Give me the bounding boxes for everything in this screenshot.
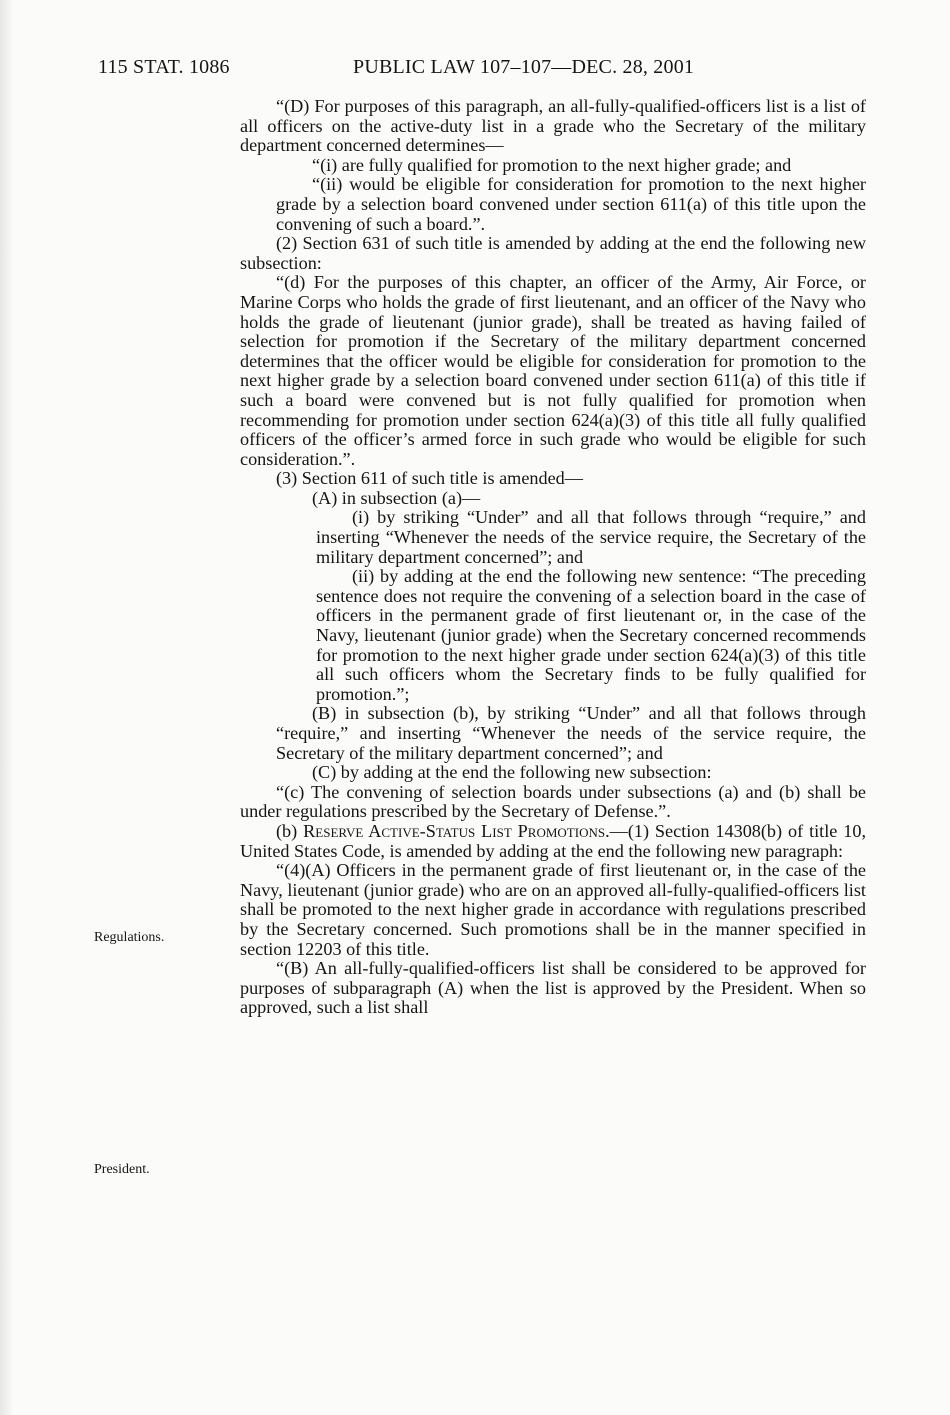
subsection-c-regulations: “(c) The convening of selection boards under subsections (a) and (b) shall be under regulations prescribed by the Secretary of Defense.”.	[240, 781, 866, 822]
subparagraph-c-new-subsection: (C) by adding at the end the following new subsection:	[312, 762, 712, 783]
paragraph-d-definition: “(D) For purposes of this paragraph, an all-fully-qualified-officers list is a list of all officers on the active-duty list in a grade who the Secretary of the military department concerned determines—	[240, 96, 866, 156]
paragraph-4a-officers: “(4)(A) Officers in the permanent grade of first lieutenant or, in the case of the Navy, lieutenant (junior grade) who are on an approved all-fully-qualified-officers list shall be promoted to the next higher grade in accordance with regulations prescribed by the Secretary concerned. Such promotions shall be in the manner specified in section 12203 of this title.	[240, 860, 866, 959]
subsection-d-failed-selection: “(d) For the purposes of this chapter, an officer of the Army, Air Force, or Marine Corps who holds the grade of first lieutenant, and an officer of the Navy who holds the grade of lieutenant (junior grade), shall be treated as having failed of selection for promotion if the Secretary of the military department concerned determines that the officer would be eligible for consideration for promotion to the next higher grade by a selection board convened under section 611(a) of this title if such a board were convened but is not fully qualified for promotion when recommending for promotion under section 624(a)(3) of this title all fully qualified officers of the officer’s armed force in such grade who would be eligible for such consideration.”.	[240, 272, 866, 469]
subsection-b-reserve-promotions	[240, 822, 866, 861]
subsection-b-heading: Reserve Active-Status List Promotions	[303, 820, 606, 841]
page-spine-shadow	[0, 0, 14, 1415]
clause-i-fully-qualified: “(i) are fully qualified for promotion to the next higher grade; and	[312, 154, 792, 175]
public-law-title: PUBLIC LAW 107–107—DEC. 28, 2001	[353, 56, 695, 78]
page-header	[98, 56, 878, 86]
subsection-b-text: .—(1) Section 14308(b) of title 10, United States Code, is amended by adding at the end the following new paragraph:	[240, 820, 867, 861]
paragraph-4b-approval: “(B) An all-fully-qualified-officers list shall be considered to be approved for purposes of subparagraph (A) when the list is approved by the President. When so approved, such a list shall	[240, 958, 866, 1018]
statute-body	[240, 97, 866, 1018]
margin-note-president: President.	[94, 1162, 150, 1177]
margin-note-regulations: Regulations.	[94, 930, 165, 945]
subsection-b-label: (b)	[276, 820, 298, 841]
statute-page-reference: 115 STAT. 1086	[98, 56, 230, 78]
paragraph-2-section-631: (2) Section 631 of such title is amended by adding at the end the following new subsection:	[240, 233, 866, 273]
clause-i-striking-under: (i) by striking “Under” and all that follows through “require,” and inserting “Whenever the needs of the service require, the Secretary of the military department concerned”; and	[316, 507, 866, 567]
clause-ii-eligible: “(ii) would be eligible for consideration for promotion to the next higher grade by a selection board convened under section 611(a) of this title upon the convening of such a board.”.	[276, 174, 866, 234]
paragraph-3-section-611: (3) Section 611 of such title is amended—	[276, 468, 583, 489]
subparagraph-a-subsection-a: (A) in subsection (a)—	[312, 487, 481, 508]
subparagraph-b-subsection-b: (B) in subsection (b), by striking “Under” and all that follows through “require,” and inserting “Whenever the needs of the service require, the Secretary of the military department concerned”; and	[276, 703, 866, 763]
clause-ii-new-sentence: (ii) by adding at the end the following new sentence: “The preceding sentence does not require the convening of a selection board in the case of officers in the permanent grade of first lieutenant or, in the case of the Navy, lieutenant (junior grade) when the Secretary concerned recommends for promotion to the next higher grade under section 624(a)(3) of this title all such officers whom the Secretary finds to be fully qualified for promotion.”;	[316, 566, 866, 704]
